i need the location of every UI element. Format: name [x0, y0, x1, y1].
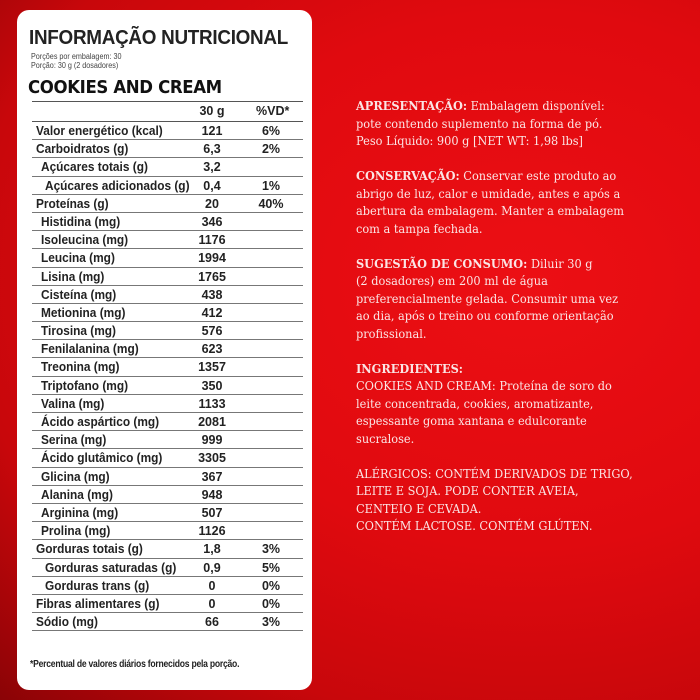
conservation-section: [356, 168, 654, 238]
nutrient-name: Ácido aspártico (mg): [41, 415, 160, 429]
table-row: [32, 140, 303, 158]
net-weight: Peso Líquido: 900 g [NET WT: 1,98 lbs]: [356, 134, 583, 148]
nutrient-amount: 6,3: [203, 142, 221, 157]
table-row: [32, 213, 303, 231]
nutrient-amount: 121: [201, 124, 223, 138]
nutrient-amount: 623: [201, 342, 223, 357]
allergens-text: LEITE E SOJA. PODE CONTER AVEIA,: [356, 484, 579, 498]
table-row: [32, 195, 303, 213]
table-row: [32, 340, 303, 358]
nutrient-name: Fibras alimentares (g): [36, 596, 160, 611]
nutrient-amount: 948: [201, 487, 223, 502]
allergens-text: CENTEIO E CEVADA.: [356, 501, 482, 516]
allergens-section: [356, 466, 654, 536]
nutrient-amount: 1994: [198, 251, 226, 266]
nutrient-name: Alanina (mg): [41, 487, 113, 502]
table-row: [32, 431, 303, 449]
nutrient-dv: 40%: [258, 196, 284, 211]
ingredients-text: leite concentrada, cookies, aromatizante,: [356, 396, 594, 411]
nutrient-dv: 0%: [261, 596, 281, 611]
ingredients-text: COOKIES AND CREAM: Proteína de soro do: [356, 379, 612, 393]
ingredients-text: sucralose.: [356, 431, 415, 446]
nutrient-name: Tirosina (mg): [41, 324, 117, 339]
nutrient-name: Prolina (mg): [41, 524, 111, 539]
table-row: [32, 268, 303, 286]
nutrient-dv: 3%: [261, 615, 281, 630]
nutrient-amount: 66: [205, 615, 219, 630]
presentation-text: Embalagem disponível:: [467, 99, 605, 113]
table-row: [32, 449, 303, 467]
serving-size: Porção: 30 g (2 dosadores): [31, 61, 119, 70]
nutrient-name: Fenilalanina (mg): [41, 342, 139, 357]
table-row: [32, 358, 303, 376]
table-row: [32, 377, 303, 395]
nutrient-amount: 0,9: [203, 560, 221, 575]
nutrient-amount: 346: [201, 214, 223, 229]
presentation-heading: APRESENTAÇÃO:: [356, 99, 468, 113]
table-row: [32, 504, 303, 522]
nutrient-name: Açúcares totais (g): [41, 160, 148, 175]
nutrient-name: Gorduras saturadas (g): [45, 560, 177, 575]
table-row: [32, 595, 303, 613]
nutrient-name: Açúcares adicionados (g): [45, 178, 190, 193]
product-info: [356, 98, 676, 553]
nutrient-name: Valina (mg): [41, 396, 105, 411]
nutrient-name: Proteínas (g): [36, 196, 109, 211]
nutrient-name: Serina (mg): [41, 433, 107, 448]
nutrient-dv: 6%: [261, 124, 281, 138]
nutrient-dv: 0%: [261, 578, 281, 593]
nutrient-amount: 999: [201, 433, 223, 448]
nutrient-amount: 2081: [198, 415, 226, 429]
nutrient-name: Histidina (mg): [41, 214, 121, 229]
nutrient-name: Carboidratos (g): [36, 142, 129, 157]
nutrient-amount: 1357: [198, 360, 226, 375]
table-row: [32, 158, 303, 176]
conservation-heading: CONSERVAÇÃO:: [356, 169, 460, 183]
nutrient-amount: 0: [208, 596, 216, 611]
usage-text: Diluir 30 g: [527, 256, 593, 271]
nutrient-amount: 0,4: [203, 178, 221, 193]
presentation-section: [356, 98, 654, 151]
conservation-text: abertura da embalagem. Manter a embalagem: [356, 204, 625, 218]
table-row: [32, 540, 303, 558]
nutrient-name: Sódio (mg): [36, 615, 99, 630]
usage-text: preferencialmente gelada. Consumir uma vez: [356, 291, 619, 306]
nutrient-dv: 3%: [261, 542, 281, 557]
nutrient-dv: 2%: [261, 142, 281, 157]
nutrient-amount: 1,8: [203, 542, 221, 557]
footnote: *Percentual de valores diários fornecidos pela porção.: [30, 658, 240, 670]
nutrient-amount: 3,2: [203, 160, 221, 175]
nutrient-name: Treonina (mg): [41, 360, 120, 375]
ingredients-heading: INGREDIENTES:: [356, 361, 463, 376]
conservation-text: Conservar este produto ao: [459, 169, 617, 183]
nutrient-name: Gorduras trans (g): [45, 578, 150, 593]
table-row: [32, 304, 303, 322]
usage-section: [356, 256, 654, 344]
flavor-name: COOKIES AND CREAM: [28, 77, 222, 98]
nutrient-amount: 438: [201, 287, 223, 302]
nutrient-amount: 1176: [198, 233, 226, 248]
nutrient-amount: 576: [201, 324, 223, 339]
nutrient-amount: 1133: [198, 396, 226, 411]
nutrient-name: Valor energético (kcal): [36, 124, 163, 138]
table-row: [32, 413, 303, 431]
conservation-text: abrigo de luz, calor e umidade, antes e após a: [356, 186, 621, 201]
table-row: [32, 322, 303, 340]
nutrient-amount: 3305: [198, 451, 226, 466]
nutrient-amount: 0: [208, 578, 216, 593]
nutrient-amount: 20: [205, 196, 219, 211]
nutrient-name: Metionina (mg): [41, 305, 126, 320]
nutrient-name: Arginina (mg): [41, 505, 119, 520]
usage-text: (2 dosadores) em 200 ml de água: [356, 274, 548, 288]
table-row: [32, 286, 303, 304]
column-header-amount: 30 g: [199, 104, 225, 118]
allergens-text: CONTÉM LACTOSE. CONTÉM GLÚTEN.: [356, 519, 593, 533]
nutrient-name: Ácido glutâmico (mg): [41, 451, 163, 466]
table-row: [32, 559, 303, 577]
nutrient-name: Glicina (mg): [41, 469, 110, 484]
nutrient-amount: 350: [201, 378, 223, 393]
usage-text: ao dia, após o treino ou conforme orientação: [356, 309, 614, 323]
table-row: [32, 395, 303, 413]
table-row: [32, 231, 303, 249]
nutrient-amount: 1765: [198, 269, 226, 284]
nutrient-amount: 412: [201, 305, 223, 320]
table-body: [32, 122, 303, 631]
nutrition-facts-panel: [17, 10, 312, 690]
nutrient-name: Cisteína (mg): [41, 287, 117, 302]
nutrient-dv: 1%: [261, 178, 281, 193]
table-row: [32, 177, 303, 195]
table-row: [32, 249, 303, 267]
conservation-text: com a tampa fechada.: [356, 221, 483, 236]
ingredients-text: espessante goma xantana e edulcorante: [356, 414, 587, 428]
usage-heading: SUGESTÃO DE CONSUMO:: [356, 256, 528, 271]
table-row: [32, 522, 303, 540]
ingredients-section: [356, 361, 654, 449]
table-row: [32, 468, 303, 486]
nutrient-amount: 1126: [198, 524, 226, 539]
table-row: [32, 122, 303, 140]
column-header-dv: %VD*: [256, 104, 290, 118]
nutrition-title: INFORMAÇÃO NUTRICIONAL: [29, 26, 288, 49]
servings-per-package: Porções por embalagem: 30: [31, 52, 122, 61]
table-header: [32, 102, 303, 122]
presentation-text: pote contendo suplemento na forma de pó.: [356, 116, 603, 131]
nutrient-amount: 367: [201, 469, 223, 484]
nutrient-name: Gorduras totais (g): [36, 542, 143, 557]
allergens-text: ALÉRGICOS: CONTÉM DERIVADOS DE TRIGO,: [356, 466, 633, 481]
table-row: [32, 613, 303, 631]
nutrient-name: Isoleucina (mg): [41, 233, 129, 248]
usage-text: profissional.: [356, 326, 427, 341]
table-row: [32, 486, 303, 504]
nutrient-amount: 507: [201, 505, 223, 520]
nutrient-dv: 5%: [261, 560, 281, 575]
nutrient-name: Lisina (mg): [41, 269, 105, 284]
nutrient-name: Leucina (mg): [41, 251, 115, 266]
nutrient-name: Triptofano (mg): [41, 378, 129, 393]
table-row: [32, 577, 303, 595]
nutrition-table: [32, 101, 303, 631]
